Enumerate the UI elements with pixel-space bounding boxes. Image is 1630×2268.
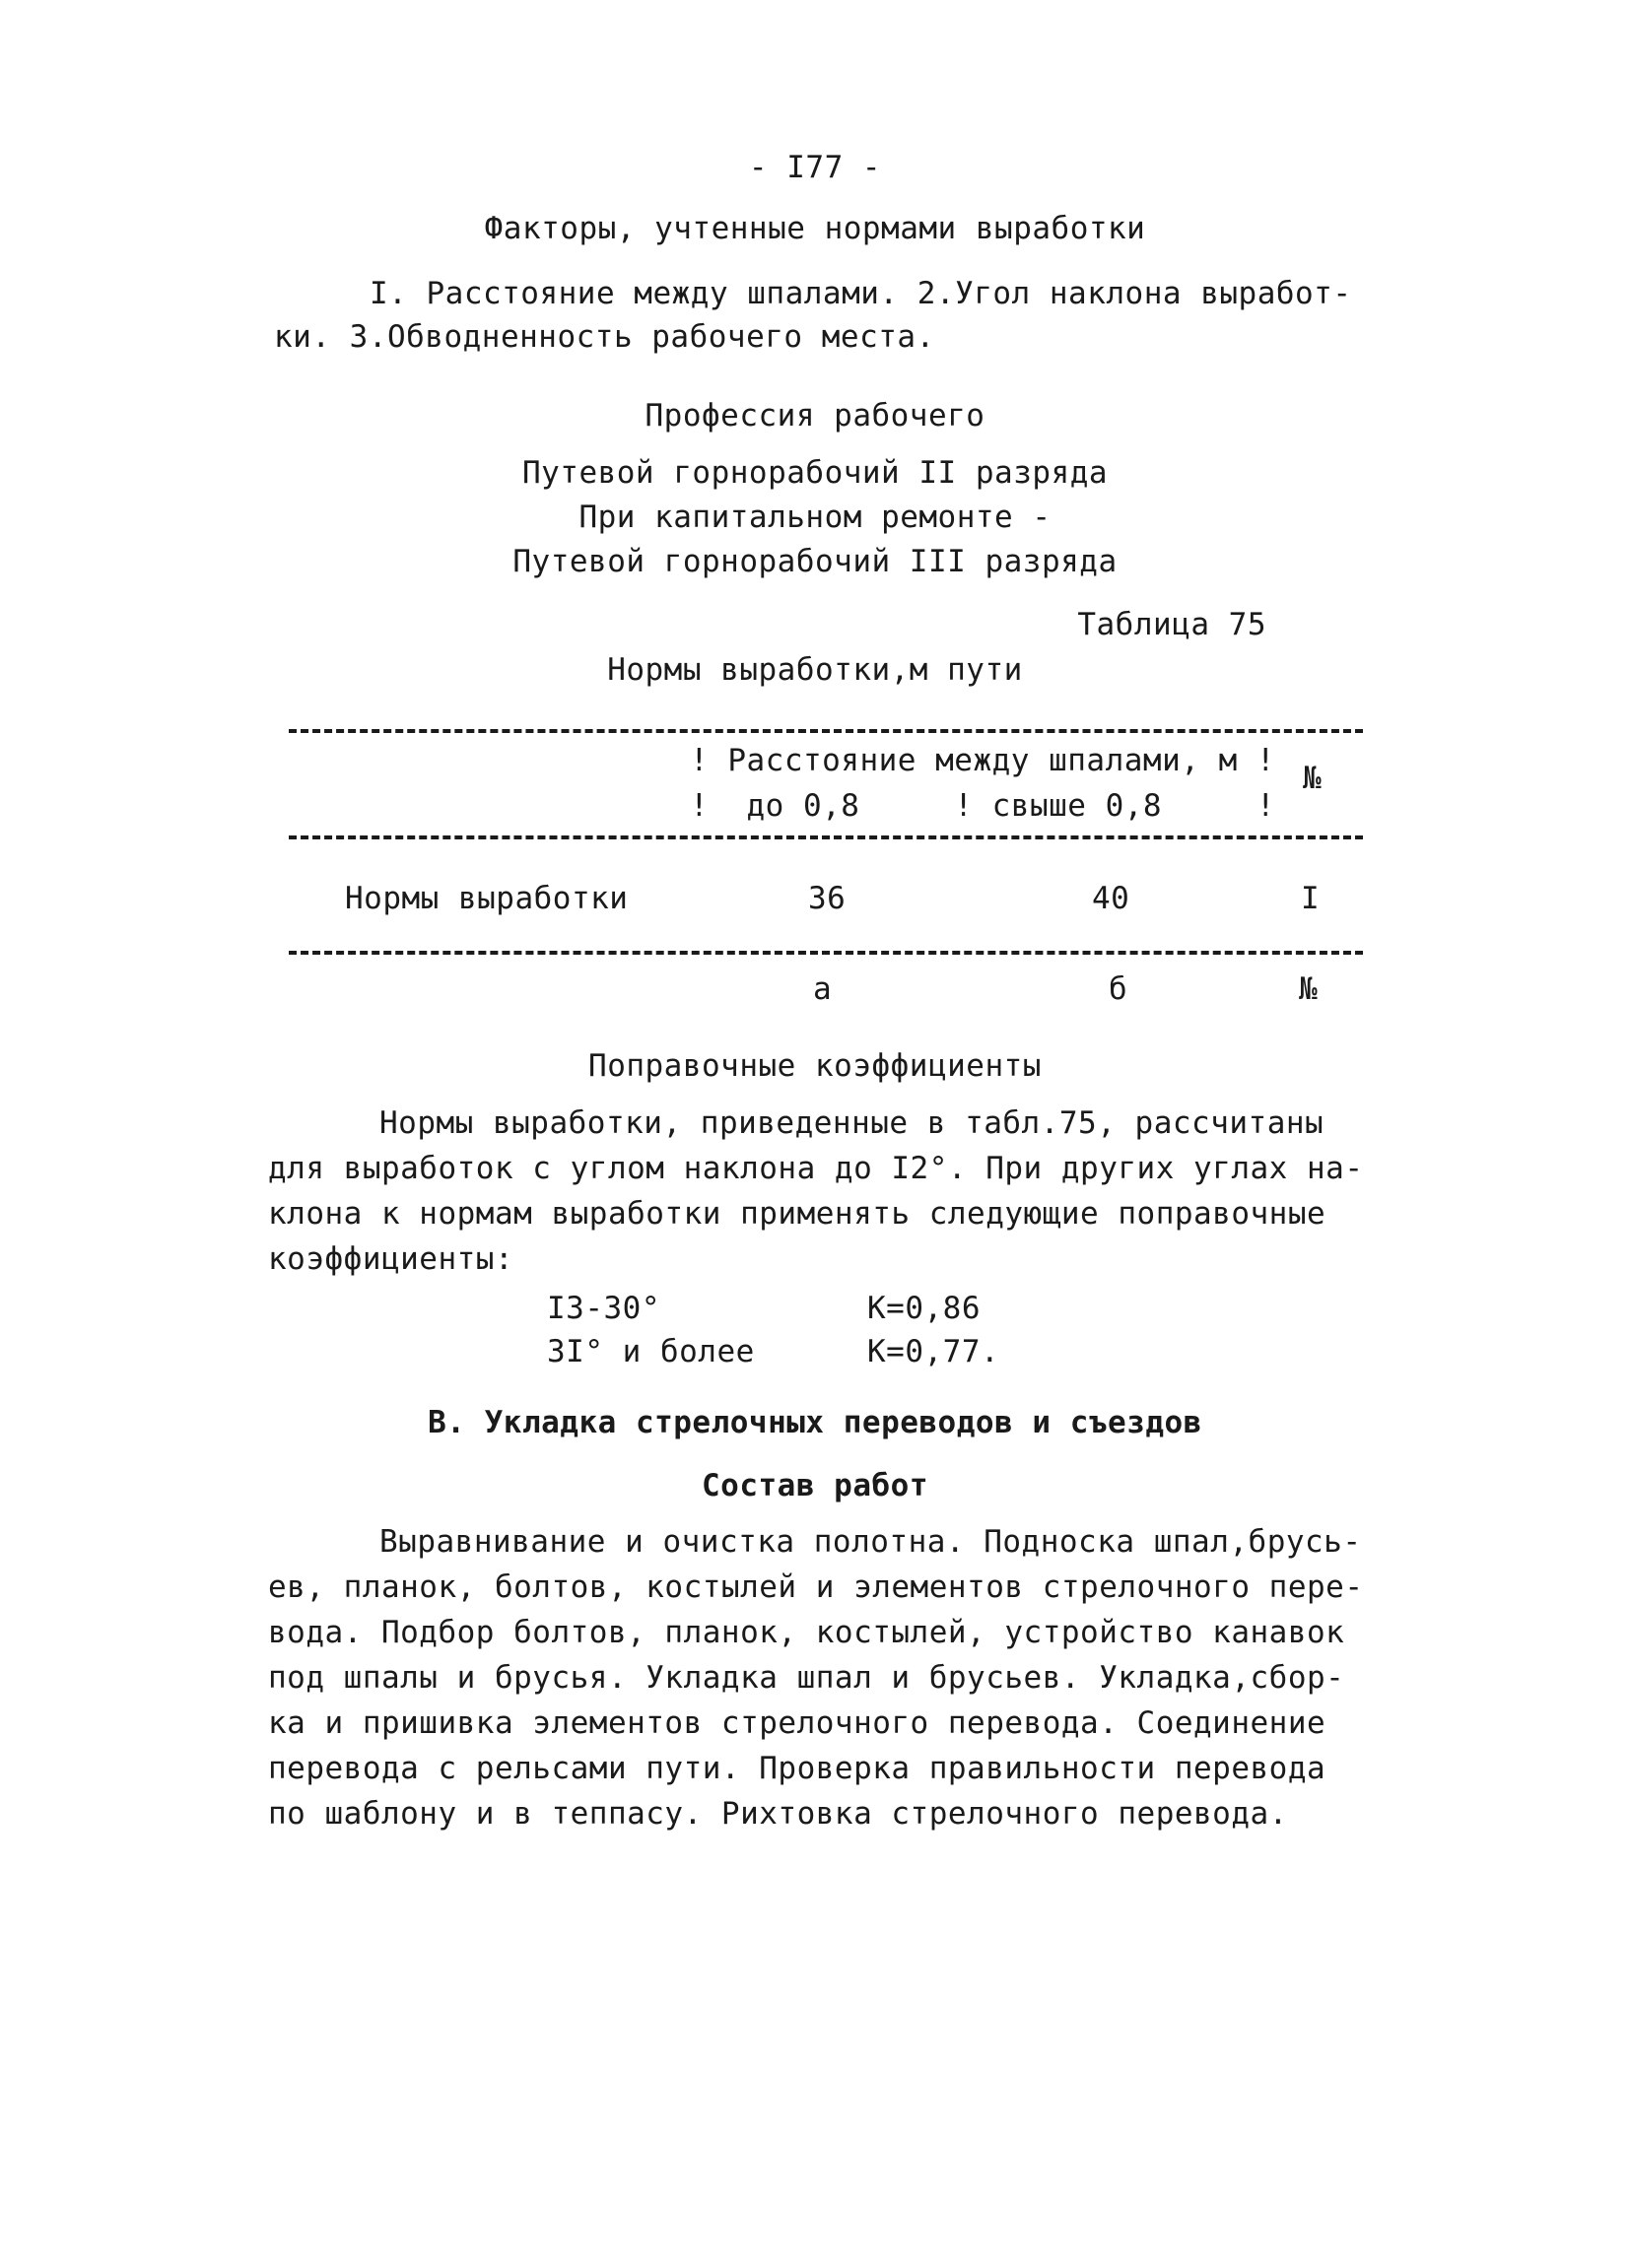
table-cell-number: I: [1301, 881, 1321, 916]
profession-line-3: Путевой горнорабочий III разряда: [512, 544, 1118, 579]
table-title: Нормы выработки,м пути: [607, 652, 1023, 688]
coefficients-line-1: Нормы выработки, приведенные в табл.75, рассчитаны: [379, 1105, 1324, 1141]
table-rule-top: [289, 729, 1363, 733]
section-v-heading: В. Укладка стрелочных переводов и съездов: [428, 1405, 1202, 1440]
section-v-line-5: ка и пришивка элементов стрелочного перевода. Соединение: [268, 1705, 1326, 1741]
table-column-index-a: а: [813, 971, 833, 1007]
coefficients-line-2: для выработок с углом наклона до I2°. При других углах на-: [268, 1151, 1364, 1186]
table-column-index-number: №: [1299, 971, 1319, 1007]
coefficients-line-4: коэффициенты:: [268, 1241, 514, 1277]
coefficients-heading: Поправочные коэффициенты: [588, 1048, 1042, 1084]
coefficient-row-1-angle: I3-30°: [547, 1291, 660, 1326]
profession-line-1: Путевой горнорабочий II разряда: [521, 455, 1109, 491]
table-header-subcolumns: ! до 0,8 ! свыше 0,8 !: [690, 788, 1276, 824]
table-column-index-b: б: [1109, 971, 1128, 1007]
section-v-line-6: перевода с рельсами пути. Проверка правильности перевода: [268, 1751, 1326, 1786]
section-v-line-1: Выравнивание и очистка полотна. Подноска шпал,брусь-: [379, 1524, 1362, 1560]
page-number: - I77 -: [748, 150, 882, 185]
table-cell-b: 40: [1092, 881, 1130, 916]
factors-line-2: ки. 3.Обводненность рабочего места.: [274, 319, 935, 355]
table-number: Таблица 75: [1077, 607, 1266, 642]
factors-line-1: I. Расстояние между шпалами. 2.Угол наклона выработ-: [370, 276, 1352, 311]
section-v-line-7: по шаблону и в теппасу. Рихтовка стрелочного перевода.: [268, 1796, 1288, 1832]
section-v-line-2: ев, планок, болтов, костылей и элементов стрелочного пере-: [268, 1569, 1364, 1605]
section-v-line-4: под шпалы и брусья. Укладка шпал и брусьев. Укладка,сбор-: [268, 1660, 1345, 1696]
table-header-group: ! Расстояние между шпалами, м !: [690, 743, 1276, 778]
profession-heading: Профессия рабочего: [645, 398, 985, 434]
table-row-label: Нормы выработки: [345, 881, 629, 916]
factors-heading: Факторы, учтенные нормами выработки: [484, 211, 1146, 246]
table-rule-bottom: [289, 951, 1363, 955]
coefficient-row-2-angle: 3I° и более: [547, 1334, 755, 1369]
section-v-line-3: вода. Подбор болтов, планок, костылей, устройство канавок: [268, 1615, 1345, 1650]
coefficient-row-1-value: К=0,86: [867, 1291, 981, 1326]
table-rule-header: [289, 835, 1363, 839]
table-cell-a: 36: [808, 881, 847, 916]
table-header-number: №: [1303, 761, 1323, 796]
coefficients-line-3: клона к нормам выработки применять следующие поправочные: [268, 1196, 1326, 1232]
section-v-subheading: Состав работ: [702, 1468, 928, 1503]
coefficient-row-2-value: К=0,77.: [867, 1334, 1000, 1369]
profession-line-2: При капитальном ремонте -: [578, 500, 1052, 535]
